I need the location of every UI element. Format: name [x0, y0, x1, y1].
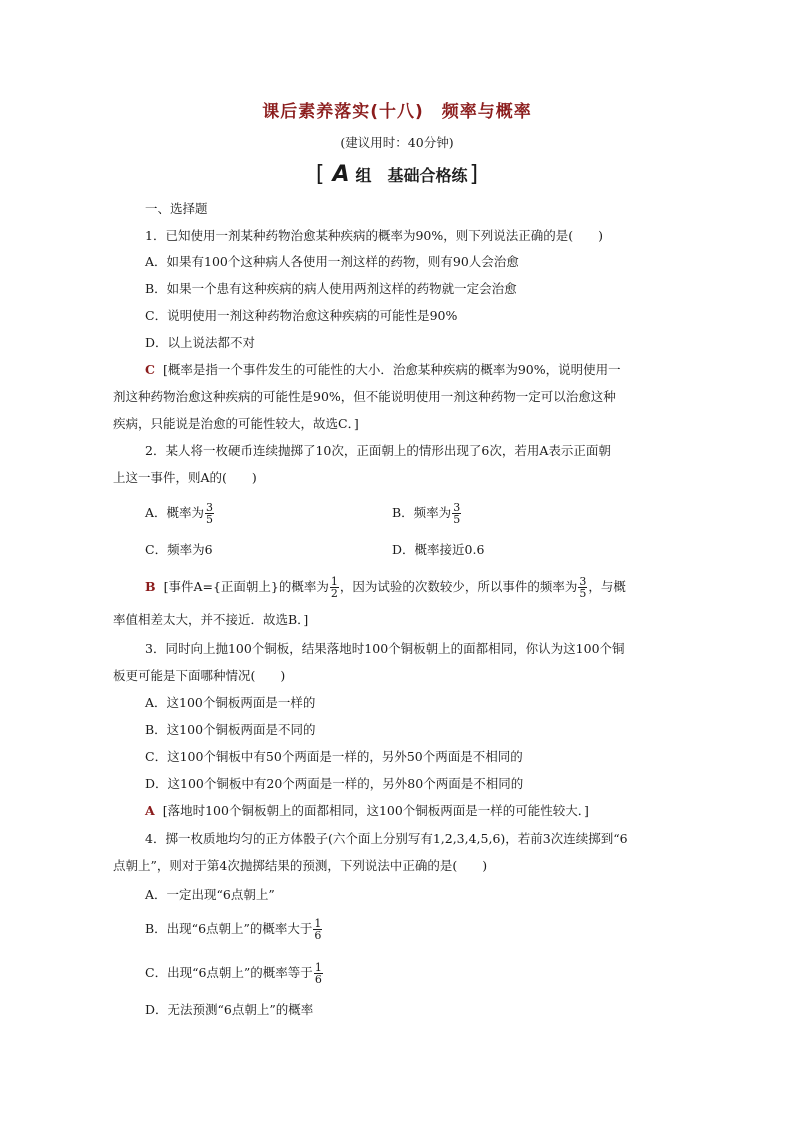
- q2-option-b: B．频率为 $\frac{3}{5}$: [392, 501, 461, 526]
- q4-stem-1: 4．掷一枚质地均匀的正方体骰子(六个面上分别写有1,2,3,4,5,6)，若前3次连续掷到“6: [145, 831, 628, 846]
- group-header: [0, 162, 794, 187]
- page-title: 课后素养落实(十八) 频率与概率: [262, 102, 532, 122]
- fraction: $\frac{3}{5}$: [206, 501, 214, 526]
- q4-option-b: B．出现“6点朝上”的概率大于 $\frac{1}{6}$: [145, 917, 322, 942]
- fraction: $\frac{3}{5}$: [453, 501, 461, 526]
- fraction: $\frac{3}{5}$: [579, 575, 587, 600]
- q1-option-a: A．如果有100个这种病人各使用一剂这样的药物，则有90人会治愈: [145, 254, 519, 269]
- group-letter: A: [332, 162, 350, 187]
- left-bracket: [: [315, 161, 325, 187]
- q2-option-c: C．频率为6: [145, 542, 213, 557]
- q3-option-d: D．这100个铜板中有20个两面是一样的，另外80个两面是不相同的: [145, 776, 524, 791]
- q2-solution-line1: B [事件A={正面朝上}的概率为 $\frac{1}{2}$ ，因为试验的次数较少，所以事件的频率为 $\frac{3}{5}$ ，与概: [145, 575, 626, 600]
- section-heading: 一、选择题: [145, 201, 208, 216]
- q1-stem: 1．已知使用一剂某种药物治愈某种疾病的概率为90%，则下列说法正确的是( ): [145, 228, 603, 243]
- q1-answer: C: [145, 362, 155, 377]
- q3-option-c: C．这100个铜板中有50个两面是一样的，另外50个两面是不相同的: [145, 749, 523, 764]
- q1-solution-line1: [145, 361, 621, 379]
- q4-stem-2: 点朝上”，则对于第4次抛掷结果的预测，下列说法中正确的是( ): [113, 858, 488, 873]
- fraction: $\frac{1}{2}$: [330, 575, 338, 600]
- q3-answer: A: [145, 803, 155, 818]
- q1-explanation-2: 剂这种药物治愈这种疾病的可能性是90%，但不能说明使用一剂这种药物一定可以治愈这种: [113, 389, 616, 404]
- q3-stem-2: 板更可能是下面哪种情况( ): [113, 668, 286, 683]
- fraction: $\frac{1}{6}$: [314, 961, 322, 986]
- q4-option-c: C．出现“6点朝上”的概率等于 $\frac{1}{6}$: [145, 961, 322, 986]
- q2-stem-2: 上这一事件，则A的( ): [113, 470, 257, 485]
- q2-option-d: D．概率接近0.6: [392, 542, 485, 557]
- q3-option-b: B．这100个铜板两面是不同的: [145, 722, 316, 737]
- q1-option-b: B．如果一个患有这种疾病的病人使用两剂这样的药物就一定会治愈: [145, 281, 517, 296]
- q3-stem-1: 3．同时向上抛100个铜板，结果落地时100个铜板朝上的面都相同，你认为这100个铜: [145, 641, 625, 656]
- q2-stem-1: 2．某人将一枚硬币连续抛掷了10次，正面朝上的情形出现了6次，若用A表示正面朝: [145, 443, 611, 458]
- q3-option-a: A．这100个铜板两面是一样的: [145, 695, 316, 710]
- q1-explanation-1: [概率是指一个事件发生的可能性的大小．治愈某种疾病的概率为90%，说明使用一: [162, 362, 621, 377]
- suggested-time: (建议用时：40分钟): [340, 135, 454, 150]
- group-label: 组: [355, 166, 372, 185]
- fraction: $\frac{1}{6}$: [314, 917, 322, 942]
- q4-option-a: A．一定出现“6点朝上”: [145, 887, 275, 902]
- q1-option-d: D．以上说法都不对: [145, 335, 256, 350]
- q1-explanation-3: 疾病，只能说是治愈的可能性较大，故选C．]: [113, 416, 359, 431]
- q2-answer: B: [145, 579, 156, 594]
- q2-explanation-2: 率值相差太大，并不接近．故选B．]: [113, 612, 309, 627]
- group-name: 基础合格练: [387, 166, 468, 185]
- q4-option-d: D．无法预测“6点朝上”的概率: [145, 1002, 314, 1017]
- q1-option-c: C．说明使用一剂这种药物治愈这种疾病的可能性是90%: [145, 308, 458, 323]
- q3-solution: A [落地时100个铜板朝上的面都相同，这100个铜板两面是一样的可能性较大．]: [145, 803, 589, 818]
- right-bracket: ]: [469, 161, 479, 187]
- q2-option-a: A．概率为 $\frac{3}{5}$: [145, 501, 214, 526]
